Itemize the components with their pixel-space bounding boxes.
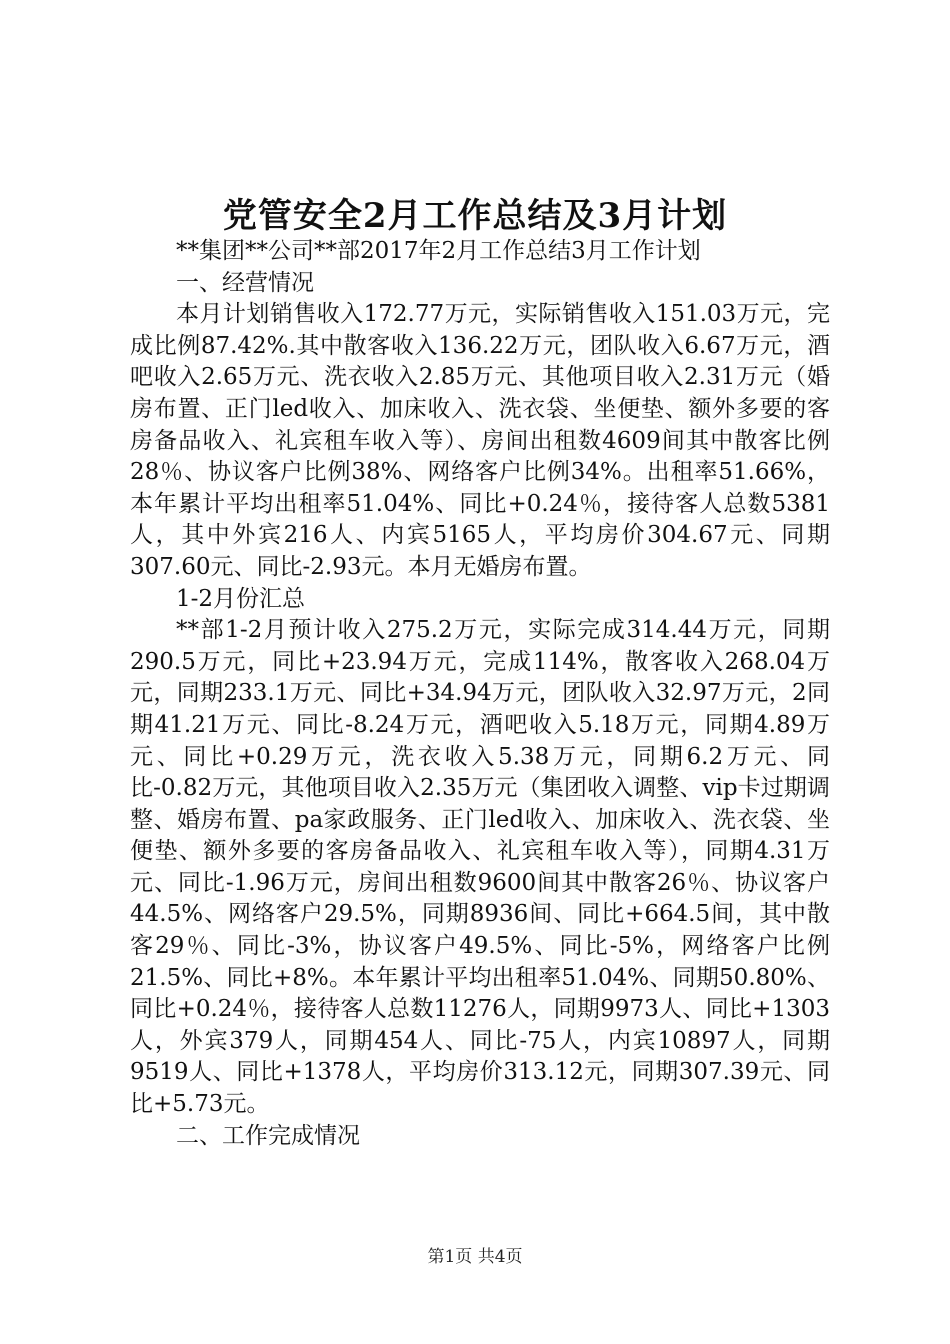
paragraph-two-month-summary: **部1-2月预计收入275.2万元，实际完成314.44万元，同期290.5万元，同比+23.94万元，完成114%，散客收入268.04万元，同期233.1万元、同比+34.94万元，团队收入32.97万元，2同期41.21万元、同比-8.24万元，酒吧收入5.18万元，同期4.89万元、同比+0.29万元，洗衣收入5.38万元，同期6.2万元、同比-0.82万元，其他项目收入2.35万元（集团收入调整、vip卡过期调整、婚房布置、pa家政服务、正门led收入、加床收入、洗衣袋、坐便垫、额外多要的客房备品收入、礼宾租车收入等），同期4.31万元、同比-1.96万元，房间出租数9600间其中散客26％、协议客户44.5%、网络客户29.5%，同期8936间、同比+664.5间，其中散客29％、同比-3%，协议客户49.5%、同比-5%，网络客户比例21.5%、同比+8%。本年累计平均出租率51.04%、同期50.80%、同比+0.24％，接待客人总数11276人，同期9973人、同比+1303人，外宾379人，同期454人、同比-75人，内宾10897人，同期9519人、同比+1378人，平均房价313.12元，同期307.39元、同比+5.73元。 <box>130 617 830 1118</box>
document-body <box>130 236 830 1152</box>
paragraph-monthly-operations: 本月计划销售收入172.77万元，实际销售收入151.03万元，完成比例87.42%.其中散客收入136.22万元，团队收入6.67万元，酒吧收入2.65万元、洗衣收入2.85万元、其他项目收入2.31万元（婚房布置、正门led收入、加床收入、洗衣袋、坐便垫、额外多要的客房备品收入、礼宾租车收入等）、房间出租数4609间其中散客比例28％、协议客户比例38%、网络客户比例34%。出租率51.66%，本年累计平均出租率51.04%、同比+0.24％，接待客人总数5381人，其中外宾216人、内宾5165人，平均房价304.67元、同期307.60元、同比-2.93元。本月无婚房布置。 <box>130 301 830 580</box>
section-heading-work-completion: 二、工作完成情况 <box>176 1122 360 1149</box>
section-heading-operations: 一、经营情况 <box>176 269 314 296</box>
document-title: 党管安全2月工作总结及3月计划 <box>222 196 728 236</box>
page-footer: 第1页 共4页 <box>427 1247 523 1267</box>
document-subtitle: **集团**公司**部2017年2月工作总结3月工作计划 <box>176 238 701 264</box>
section-heading-summary: 1-2月份汇总 <box>176 585 306 612</box>
